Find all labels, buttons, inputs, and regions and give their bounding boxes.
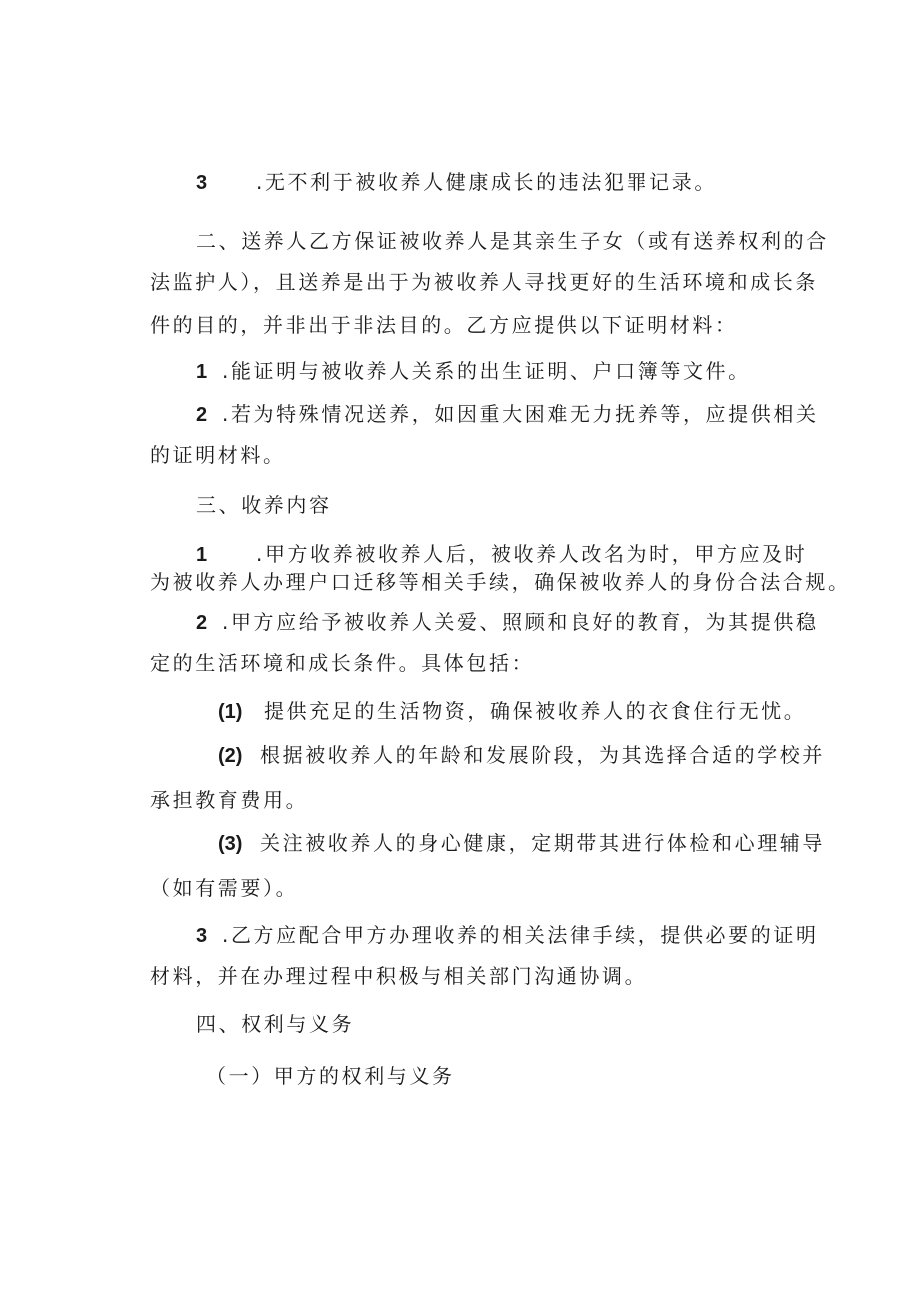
- paragraph-text: 二、送养人乙方保证被收养人是其亲生子女（或有送养权利的合: [196, 229, 829, 253]
- section-3-item-3-cont: [150, 962, 647, 990]
- section-heading: 三、收养内容: [196, 493, 332, 517]
- sub-item-1: [218, 697, 806, 726]
- section-3-item-1: [196, 540, 807, 569]
- item-number: 2: [196, 404, 208, 426]
- item-number: 1: [196, 361, 208, 383]
- paragraph-text: 为被收养人办理户口迁移等相关手续，确保被收养人的身份合法合规。: [150, 570, 851, 594]
- item-number: 1: [196, 544, 208, 566]
- section-2-line-2: [150, 268, 818, 296]
- paragraph-text: （如有需要）。: [150, 876, 299, 900]
- sub-item-3-cont: [150, 874, 298, 902]
- item-text: 根据被收养人的年龄和发展阶段，为其选择合适的学校并: [260, 743, 825, 767]
- paragraph-text: 承担教育费用。: [150, 788, 309, 812]
- item-text: .无不利于被收养人健康成长的违法犯罪记录。: [256, 170, 717, 194]
- item-number: 3: [196, 172, 208, 194]
- paragraph-text: 法监护人），且送养是出于为被收养人寻找更好的生活环境和成长条: [150, 270, 818, 294]
- subsection-heading: [206, 1062, 455, 1090]
- item-text: .甲方收养被收养人后，被收养人改名为时，甲方应及时: [256, 542, 808, 566]
- item-number: 2: [196, 612, 208, 634]
- section-4-heading: [196, 1010, 354, 1038]
- item-number: 3: [196, 925, 208, 947]
- paragraph-text: 定的生活环境和成长条件。具体包括：: [150, 651, 535, 675]
- item-text: 提供充足的生活物资，确保被收养人的衣食住行无忧。: [264, 699, 807, 723]
- paragraph-text: 材料，并在办理过程中积极与相关部门沟通协调。: [150, 964, 648, 988]
- section-2-item-2: [196, 400, 819, 429]
- section-2-heading-line: [196, 227, 829, 255]
- subsection-title: （一）甲方的权利与义务: [206, 1064, 455, 1088]
- sub-item-number: (3): [218, 833, 243, 855]
- sub-item-number: (1): [218, 701, 243, 723]
- sub-item-3: [218, 829, 825, 858]
- item-text: 关注被收养人的身心健康，定期带其进行体检和心理辅导: [260, 831, 825, 855]
- item-text: .能证明与被收养人关系的出生证明、户口簿等文件。: [222, 359, 751, 383]
- section-heading: 四、权利与义务: [196, 1012, 355, 1036]
- section-3-item-2: [196, 608, 819, 637]
- section-3-item-2-cont: [150, 649, 534, 677]
- section-3-heading: [196, 491, 332, 519]
- item-text: .乙方应配合甲方办理收养的相关法律手续，提供必要的证明: [222, 923, 819, 947]
- section-2-line-3: [150, 311, 738, 339]
- section-3-item-1-cont: [150, 568, 851, 596]
- paragraph-text: 的证明材料。: [150, 443, 286, 467]
- section-2-item-1: [196, 357, 751, 386]
- sub-item-2-cont: [150, 786, 308, 814]
- paragraph-text: 件的目的，并非出于非法目的。乙方应提供以下证明材料：: [150, 313, 738, 337]
- section-3-item-3: [196, 921, 819, 950]
- item-text: .若为特殊情况送养，如因重大困难无力抚养等，应提供相关: [222, 402, 819, 426]
- sub-item-number: (2): [218, 745, 243, 767]
- item-text: .甲方应给予被收养人关爱、照顾和良好的教育，为其提供稳: [222, 610, 819, 634]
- section-2-item-2-cont: [150, 441, 286, 469]
- item-3-no-criminal-record: [196, 168, 717, 197]
- sub-item-2: [218, 741, 825, 770]
